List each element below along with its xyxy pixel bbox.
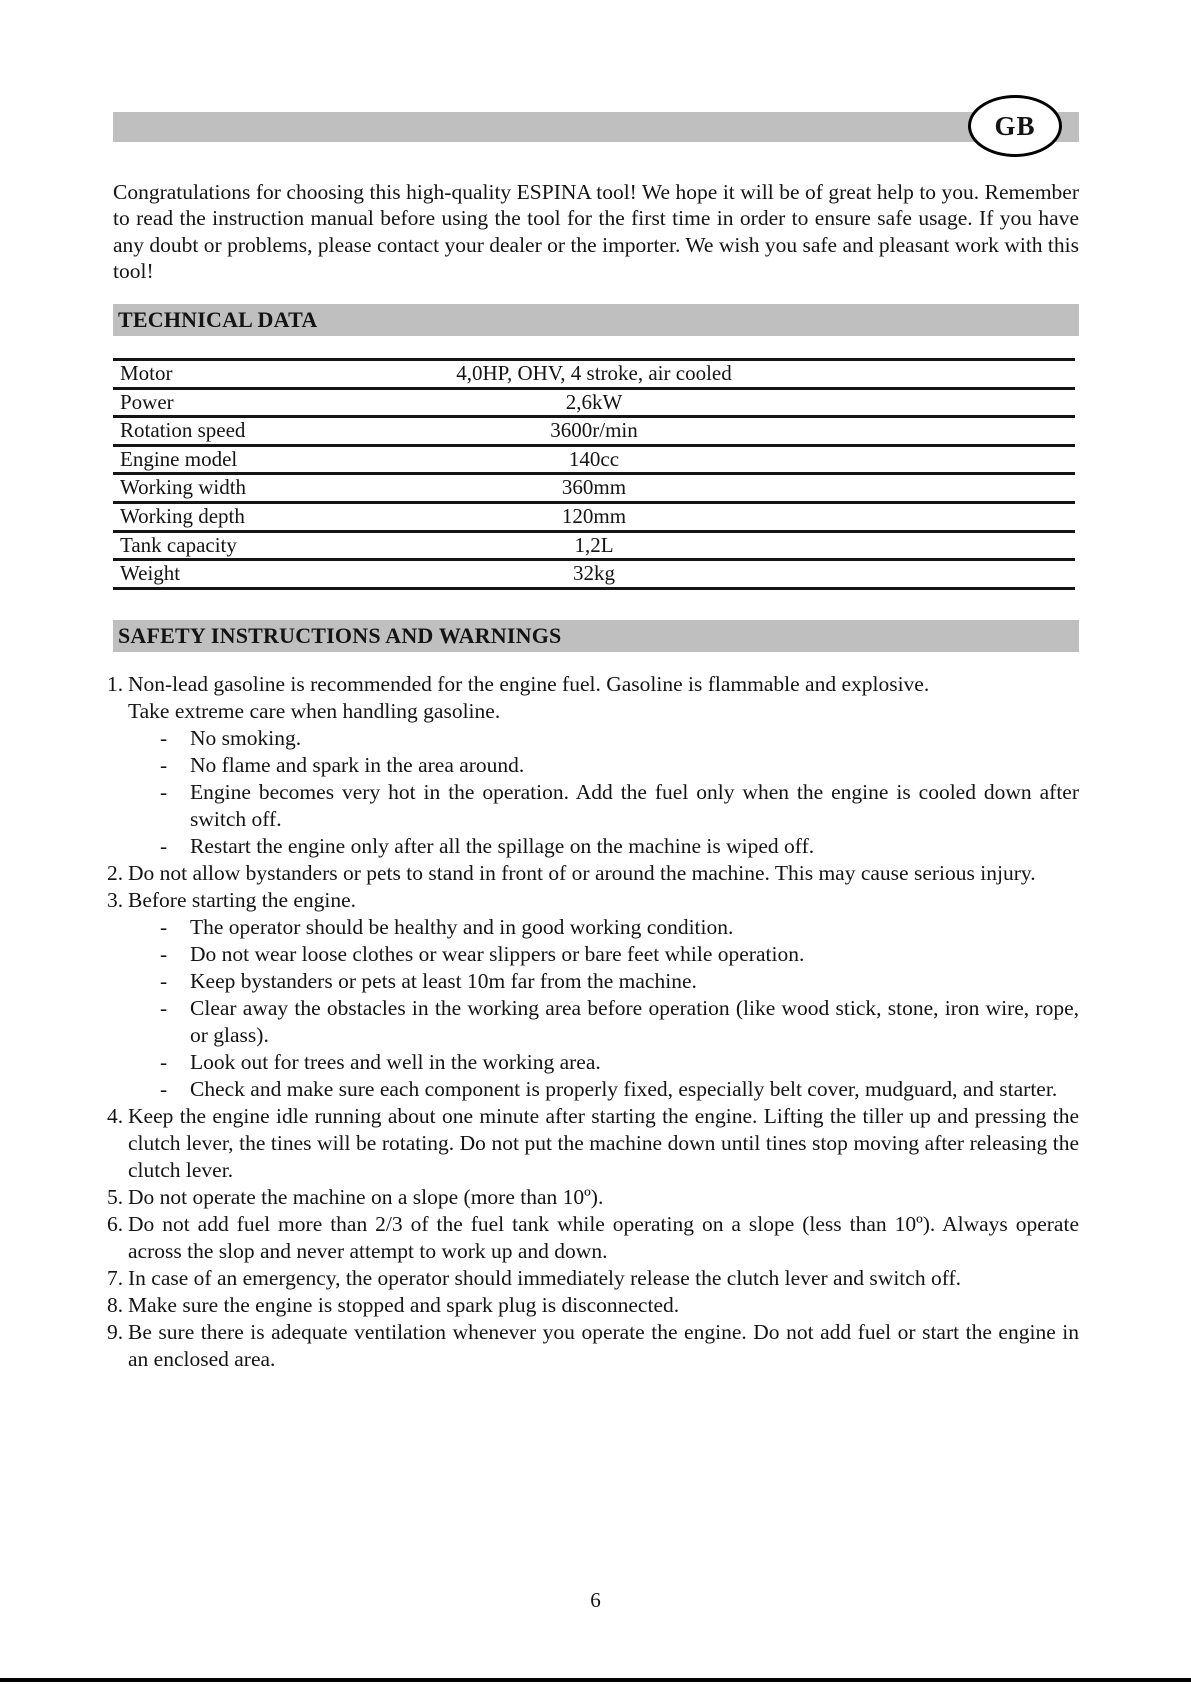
safety-sub-item	[128, 779, 1079, 833]
safety-sub-item	[128, 941, 1079, 968]
table-row	[113, 504, 1075, 533]
sub-item-text: Do not wear loose clothes or wear slippers or bare feet while operation.	[190, 942, 805, 966]
language-badge-label: GB	[994, 110, 1036, 141]
language-badge	[968, 95, 1062, 157]
safety-sub-item	[128, 725, 1079, 752]
list-item-text: Be sure there is adequate ventilation whenever you operate the engine. Do not add fuel or start the engine in an enclosed area.	[128, 1320, 1079, 1371]
sub-item-text: Check and make sure each component is properly fixed, especially belt cover, mudguard, and starter.	[190, 1077, 1058, 1101]
safety-list-item	[107, 1184, 1079, 1211]
safety-sub-item	[128, 752, 1079, 779]
safety-sub-item	[128, 968, 1079, 995]
dash-bullet: -	[160, 753, 168, 777]
list-item-text: Do not operate the machine on a slope (more than 10º).	[128, 1185, 604, 1209]
safety-list-item	[107, 1211, 1079, 1265]
list-item-number: 1.	[107, 672, 124, 696]
sub-item-text: Keep bystanders or pets at least 10m far from the machine.	[190, 969, 697, 993]
dash-bullet: -	[160, 915, 168, 939]
list-item-number: 7.	[107, 1266, 124, 1290]
table-row-value: 1,2L	[574, 532, 614, 557]
safety-list-item	[107, 887, 1079, 1103]
table-row-value: 120mm	[561, 503, 627, 528]
intro-paragraph: Congratulations for choosing this high-quality ESPINA tool! We hope it will be of great help to you. Remember to read the instruction manual before using the tool for the first time in order to ensure safe usage. If you have any doubt or problems, please contact your dealer or the importer. We wish you safe and pleasant work with this tool!	[113, 179, 1079, 284]
sub-item-text: No smoking.	[190, 726, 302, 750]
table-row	[113, 418, 1075, 447]
table-row-value: 32kg	[573, 561, 615, 586]
safety-list-item	[107, 1103, 1079, 1184]
dash-bullet: -	[160, 1077, 168, 1101]
bottom-page-rule	[0, 1678, 1191, 1682]
list-item-text: Keep the engine idle running about one minute after starting the engine. Lifting the tiller up and pressing the clutch lever, the tines will be rotating. Do not put the machine down until tines stop moving after releasing the clutch lever.	[128, 1104, 1079, 1182]
list-item-text: Before starting the engine.	[128, 888, 357, 912]
safety-list	[107, 671, 1079, 1373]
list-item-number: 5.	[107, 1185, 124, 1209]
list-item-text: In case of an emergency, the operator should immediately release the clutch lever and switch off.	[128, 1266, 961, 1290]
table-row	[113, 361, 1075, 390]
list-item-number: 4.	[107, 1104, 124, 1128]
table-row-value: 360mm	[561, 475, 627, 500]
table-row	[113, 533, 1075, 562]
sub-item-text: The operator should be healthy and in good working condition.	[190, 915, 734, 939]
table-row-label: Engine model	[120, 446, 238, 471]
list-item-text: Make sure the engine is stopped and spark plug is disconnected.	[128, 1293, 680, 1317]
safety-list-item	[107, 1292, 1079, 1319]
table-row	[113, 447, 1075, 476]
section-header-safety	[113, 620, 1079, 652]
list-item-text: Non-lead gasoline is recommended for the engine fuel. Gasoline is flammable and explosive.	[128, 672, 930, 696]
sub-item-text: No flame and spark in the area around.	[190, 753, 525, 777]
table-row-value: 140cc	[568, 446, 620, 471]
table-row-label: Motor	[120, 361, 173, 385]
safety-sub-item	[128, 833, 1079, 860]
safety-sub-item	[128, 995, 1079, 1049]
section-header-technical-data	[113, 304, 1079, 336]
sub-item-text: Restart the engine only after all the spillage on the machine is wiped off.	[190, 834, 815, 858]
safety-list-item	[107, 860, 1079, 887]
safety-sub-item	[128, 1076, 1079, 1103]
table-row	[113, 390, 1075, 419]
list-item-number: 2.	[107, 861, 124, 885]
dash-bullet: -	[160, 780, 168, 804]
safety-sub-item	[128, 1049, 1079, 1076]
table-row-label: Working depth	[120, 503, 245, 528]
dash-bullet: -	[160, 726, 168, 750]
dash-bullet: -	[160, 969, 168, 993]
safety-sub-item	[128, 914, 1079, 941]
safety-list-item	[107, 1265, 1079, 1292]
table-row-label: Working width	[120, 475, 247, 500]
section-title-safety: SAFETY INSTRUCTIONS AND WARNINGS	[118, 623, 562, 648]
table-row	[113, 475, 1075, 504]
page-number: 6	[590, 1588, 601, 1612]
list-item-continuation: Take extreme care when handling gasoline.	[128, 699, 501, 723]
list-item-text: Do not add fuel more than 2/3 of the fuel tank while operating on a slope (less than 10º). Always operate across the slop and never attempt to work up and down.	[128, 1212, 1079, 1263]
list-item-number: 9.	[107, 1320, 124, 1344]
sub-item-text: Look out for trees and well in the working area.	[190, 1050, 601, 1074]
table-row-value: 4,0HP, OHV, 4 stroke, air cooled	[456, 361, 732, 385]
safety-list-item	[107, 1319, 1079, 1373]
table-row-value: 3600r/min	[550, 418, 638, 443]
table-row	[113, 561, 1075, 590]
list-item-number: 3.	[107, 888, 124, 912]
table-row-value: 2,6kW	[565, 389, 623, 414]
technical-data-table	[113, 358, 1075, 590]
sub-item-text: Engine becomes very hot in the operation. Add the fuel only when the engine is cooled down after switch off.	[190, 780, 1079, 831]
section-title-technical-data: TECHNICAL DATA	[118, 307, 318, 332]
dash-bullet: -	[160, 834, 168, 858]
list-item-number: 8.	[107, 1293, 124, 1317]
table-row-label: Tank capacity	[120, 532, 237, 557]
language-header-bar	[113, 112, 1079, 142]
sub-item-text: Clear away the obstacles in the working area before operation (like wood stick, stone, iron wire, rope, or glass).	[190, 996, 1079, 1047]
safety-list-item	[107, 671, 1079, 860]
table-row-label: Weight	[120, 561, 181, 586]
table-row-label: Power	[120, 389, 174, 414]
list-item-text: Do not allow bystanders or pets to stand in front of or around the machine. This may cause serious injury.	[128, 861, 1036, 885]
list-item-number: 6.	[107, 1212, 124, 1236]
dash-bullet: -	[160, 942, 168, 966]
table-row-label: Rotation speed	[120, 418, 246, 443]
dash-bullet: -	[160, 1050, 168, 1074]
dash-bullet: -	[160, 996, 168, 1020]
